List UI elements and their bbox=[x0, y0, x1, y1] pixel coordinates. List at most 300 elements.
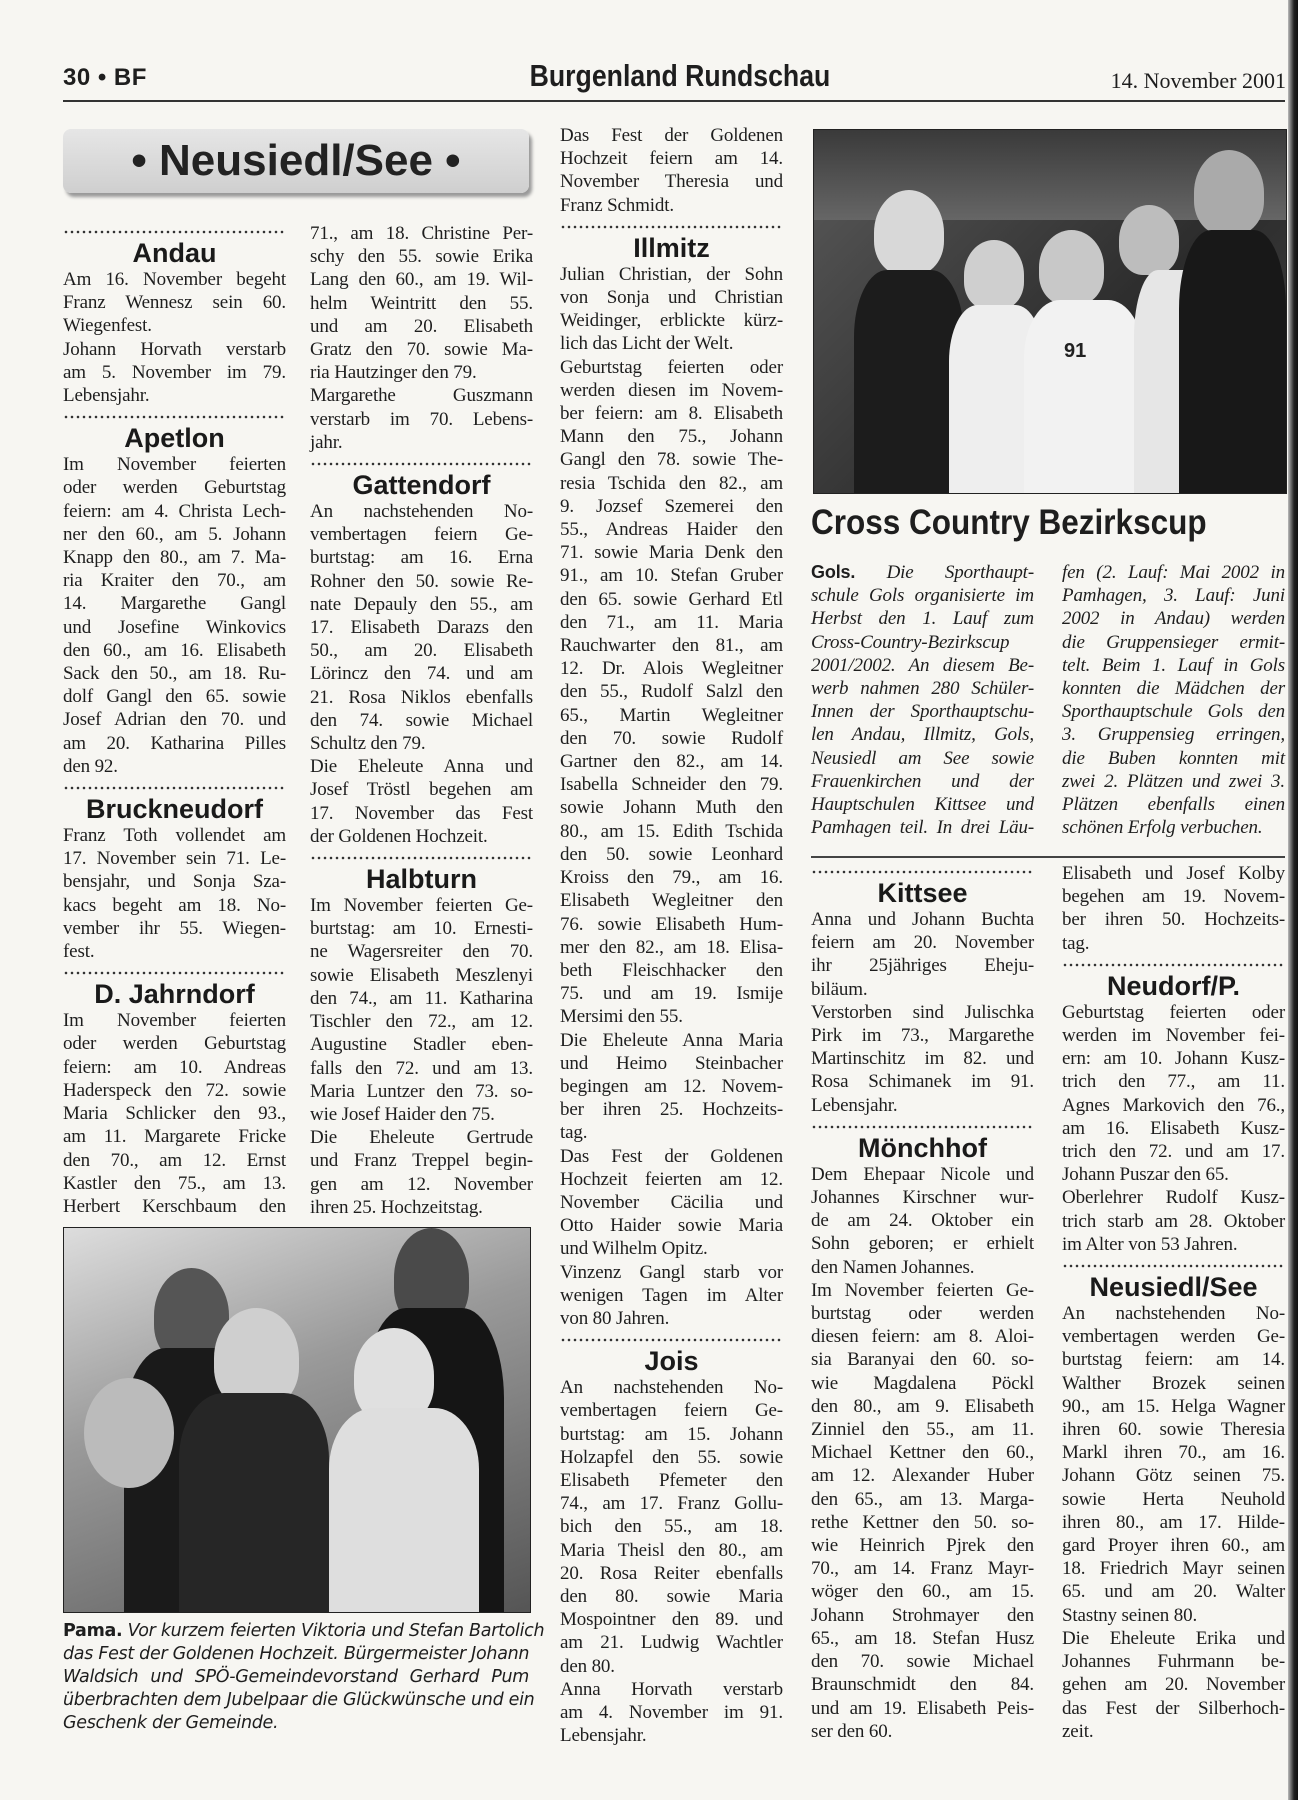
text-line: Oberlehrer Rudolf Kusz- bbox=[1062, 1187, 1285, 1209]
text-line: Verstorben sind Julischka bbox=[811, 1001, 1034, 1023]
article-divider bbox=[811, 856, 1285, 858]
text-line: Tischler den 72., am 12. bbox=[310, 1011, 533, 1033]
text-line: Johannes Fuhrmann be- bbox=[1062, 1651, 1285, 1673]
dotted-divider bbox=[811, 1122, 1034, 1132]
text-line: den 80., am 9. Elisabeth bbox=[811, 1395, 1034, 1417]
dotted-divider bbox=[63, 412, 286, 422]
text-line: Stastny seinen 80. bbox=[1062, 1604, 1198, 1626]
text-line: der Goldenen Hochzeit. bbox=[310, 825, 488, 847]
text-line: und am 20. Elisabeth bbox=[310, 315, 533, 337]
article-line: Plätzen ebenfalls einen bbox=[1062, 794, 1285, 816]
text-line: Augustine Stadler eben- bbox=[310, 1034, 533, 1056]
notice-paragraph bbox=[310, 222, 533, 384]
text-line: Pirk im 73., Margarethe bbox=[811, 1025, 1034, 1047]
article-line: len Andau, Illmitz, Gols, bbox=[811, 724, 1034, 746]
text-line: trich den 72. und am 17. bbox=[1062, 1141, 1285, 1163]
text-line: Das Fest der Goldenen bbox=[560, 125, 783, 146]
article-line: Neusiedl am See sowie bbox=[811, 747, 1034, 769]
dotted-divider bbox=[811, 867, 1034, 877]
text-line: Maria Theisl den 80., am bbox=[560, 1539, 783, 1561]
text-line: und Wilhelm Opitz. bbox=[560, 1238, 708, 1260]
text-line: und Josefine Winkovics bbox=[63, 616, 286, 638]
text-line: sia Baranyai den 60. so- bbox=[811, 1349, 1034, 1371]
text-line: falls den 72. und am 13. bbox=[310, 1057, 533, 1079]
article-line: schönen Erfolg verbuchen. bbox=[1062, 817, 1263, 839]
article-line: Frauenkirchen und der bbox=[811, 770, 1034, 792]
header-divider bbox=[63, 100, 1285, 102]
text-line: Lebensjahr. bbox=[63, 385, 150, 407]
town-heading-kittsee: Kittsee bbox=[877, 878, 968, 908]
text-line: und Heimo Steinbacher bbox=[560, 1052, 783, 1074]
page-number: 30 • BF bbox=[63, 64, 147, 91]
text-line: Rauchwarter den 81., am bbox=[560, 635, 783, 657]
text-line: Knapp den 80., am 7. Ma- bbox=[63, 547, 286, 569]
text-line: Margarethe Guszmann bbox=[310, 385, 533, 407]
text-line: Gratz den 70. sowie Ma- bbox=[310, 339, 533, 361]
text-line: ner den 60., am 5. Johann bbox=[63, 523, 286, 545]
notice-paragraph bbox=[560, 263, 783, 356]
dotted-divider bbox=[63, 968, 286, 978]
text-line: Die Eheleute Anna Maria bbox=[560, 1029, 783, 1051]
article-dateline: Gols. bbox=[811, 562, 856, 582]
dotted-divider bbox=[560, 1335, 783, 1345]
text-line: nate Depauly den 55., am bbox=[310, 593, 533, 615]
notice-paragraph bbox=[811, 1279, 1034, 1743]
text-line: November Cäcilia und bbox=[560, 1191, 783, 1213]
text-line: 65., Martin Wegleitner bbox=[560, 704, 783, 726]
text-line: 18. Friedrich Mayr seinen bbox=[1062, 1558, 1285, 1580]
text-line: 17. Elisabeth Darazs den bbox=[310, 617, 533, 639]
text-line: am 20. Katharina Pilles bbox=[63, 732, 286, 754]
text-line: Herbert Kerschbaum den bbox=[63, 1195, 286, 1217]
town-heading-jois: Jois bbox=[644, 1346, 699, 1377]
text-line: feiern: am 10. Andreas bbox=[63, 1056, 286, 1078]
notice-paragraph bbox=[560, 1261, 783, 1331]
text-line: Haderspeck den 72. sowie bbox=[63, 1079, 286, 1101]
notice-paragraph bbox=[63, 453, 286, 778]
dotted-divider bbox=[63, 227, 286, 237]
race-bib-number: 91 bbox=[1064, 340, 1087, 362]
notice-paragraph bbox=[63, 824, 286, 963]
article-line: 3. Gruppensieg erringen, bbox=[1062, 724, 1285, 746]
notice-paragraph bbox=[310, 894, 533, 1126]
notice-paragraph bbox=[63, 1009, 286, 1218]
text-line: gehen am 20. November bbox=[1062, 1674, 1285, 1696]
article-line: die Gruppensieger ermit- bbox=[1062, 631, 1285, 653]
cross-country-column-2 bbox=[1062, 561, 1285, 839]
text-line: 70., am 14. Franz Mayr- bbox=[811, 1558, 1034, 1580]
text-line: am 21. Ludwig Wachtler bbox=[560, 1632, 783, 1654]
text-line: begehen am 19. Novem- bbox=[1062, 886, 1285, 908]
column-5 bbox=[1062, 862, 1285, 1743]
text-line: am 16. Elisabeth Kusz- bbox=[1062, 1117, 1285, 1139]
text-line: Anna und Johann Buchta bbox=[811, 909, 1034, 930]
text-line: zeit. bbox=[1062, 1720, 1094, 1742]
text-line: tag. bbox=[1062, 932, 1090, 954]
text-line: Sohn geboren; er erhielt bbox=[811, 1233, 1034, 1255]
text-line: Josef Adrian den 70. und bbox=[63, 709, 286, 731]
article-line: Herbst den 1. Lauf zum bbox=[811, 608, 1034, 630]
text-line: gard Proyer ihren 60., am bbox=[1062, 1535, 1285, 1557]
text-line: 65. und am 20. Walter bbox=[1062, 1581, 1285, 1603]
text-line: Johannes Kirschner wur- bbox=[811, 1187, 1034, 1209]
text-line: wenigen Tagen im Alter bbox=[560, 1284, 783, 1306]
text-line: Maria Schlicker den 93., bbox=[63, 1103, 286, 1125]
text-line: und Franz Treppel begin- bbox=[310, 1150, 533, 1172]
town-heading-apetlon: Apetlon bbox=[124, 423, 225, 454]
town-heading-bruckneudorf: Bruckneudorf bbox=[85, 794, 264, 825]
text-line: Weidinger, erblickte kürz- bbox=[560, 310, 783, 332]
caption-line bbox=[63, 1620, 545, 1643]
town-heading-illmitz: Illmitz bbox=[633, 232, 710, 263]
text-line: Am 16. November begeht bbox=[63, 269, 286, 290]
text-line: Markl ihren 70., am 16. bbox=[1062, 1442, 1285, 1464]
text-line: den 60., am 16. Elisabeth bbox=[63, 639, 286, 661]
text-line: schy den 55. sowie Erika bbox=[310, 246, 533, 268]
notice-paragraph bbox=[1062, 862, 1285, 955]
text-line: ihren 80., am 17. Hilde- bbox=[1062, 1511, 1285, 1533]
text-line: am 12. Alexander Huber bbox=[811, 1465, 1034, 1487]
notice-paragraph bbox=[811, 1001, 1034, 1117]
column-1 bbox=[63, 222, 286, 1218]
text-line: oder werden Geburtstag bbox=[63, 1033, 286, 1055]
text-line: 12. Dr. Alois Wegleitner bbox=[560, 658, 783, 680]
notice-paragraph bbox=[560, 1145, 783, 1261]
text-line: den 55., Rudolf Salzl den bbox=[560, 681, 783, 703]
text-line: ria Kraiter den 70., am bbox=[63, 570, 286, 592]
dotted-divider bbox=[310, 459, 533, 469]
notice-paragraph bbox=[560, 1376, 783, 1678]
text-line: Mersimi den 55. bbox=[560, 1006, 683, 1028]
text-line: von Sonja und Christian bbox=[560, 287, 783, 309]
text-line: Julian Christian, der Sohn bbox=[560, 263, 783, 285]
text-line: Rohner den 50. sowie Re- bbox=[310, 570, 533, 592]
text-line: 90., am 15. Helga Wagner bbox=[1062, 1395, 1285, 1417]
article-line: Cross-Country-Bezirkscup bbox=[811, 631, 1010, 653]
caption-line: überbrachten dem Jubelpaar die Glückwünsche und ein bbox=[63, 1690, 535, 1710]
article-line: Innen der Sporthauptschu- bbox=[811, 701, 1034, 723]
golden-wedding-photo bbox=[63, 1227, 531, 1613]
article-line: schule Gols organisierte im bbox=[811, 585, 1034, 607]
text-line: vembertagen feiern Ge- bbox=[310, 524, 533, 546]
scan-binding-edge bbox=[1288, 0, 1298, 1800]
text-line: Im November feierten bbox=[63, 1010, 286, 1032]
text-line: Michael Kettner den 60., bbox=[811, 1442, 1034, 1464]
text-line: Rosa Schimanek im 91. bbox=[811, 1071, 1034, 1093]
text-line: 76. sowie Elisabeth Hum- bbox=[560, 913, 783, 935]
text-line: Kastler den 75., am 13. bbox=[63, 1172, 286, 1194]
column-3 bbox=[560, 124, 783, 1747]
text-line: biläum. bbox=[811, 978, 868, 1000]
article-line: Pamhagen teil. In drei Läu- bbox=[811, 817, 1034, 839]
dotted-divider bbox=[560, 222, 783, 232]
text-line: Geburtstag feierten oder bbox=[1062, 1001, 1285, 1023]
article-line: die Buben konnten mit bbox=[1062, 747, 1285, 769]
text-line: den 70. sowie Michael bbox=[811, 1651, 1034, 1673]
text-line: Hochzeit feierten am 12. bbox=[560, 1168, 783, 1190]
text-line: burtstag: am 10. Ernesti- bbox=[310, 918, 533, 940]
text-line: wie Heinrich Pjrek den bbox=[811, 1535, 1034, 1557]
text-line: kacs begeht am 18. No- bbox=[63, 894, 286, 916]
article-line: Pamhagen, 3. Lauf: Juni bbox=[1062, 585, 1285, 607]
text-line: Gangl den 78. sowie The- bbox=[560, 449, 783, 471]
text-line: burtstag: am 15. Johann bbox=[560, 1423, 783, 1445]
text-line: Lörincz den 74. und am bbox=[310, 663, 533, 685]
text-line: Franz Toth vollendet am bbox=[63, 825, 286, 847]
section-banner: • Neusiedl/See • bbox=[63, 129, 529, 193]
text-line: den 92. bbox=[63, 755, 118, 777]
publication-title: Burgenland Rundschau bbox=[529, 58, 831, 93]
text-line: helm Weintritt den 55. bbox=[310, 292, 533, 314]
text-line: 71. sowie Maria Denk den bbox=[560, 542, 783, 564]
text-line: Das Fest der Goldenen bbox=[560, 1145, 783, 1167]
text-line: im Alter von 53 Jahren. bbox=[1062, 1233, 1238, 1255]
text-line: den 71., am 11. Maria bbox=[560, 611, 783, 633]
text-line: 17. November das Fest bbox=[310, 802, 533, 824]
text-line: Anna Horvath verstarb bbox=[560, 1678, 783, 1700]
dotted-divider bbox=[1062, 960, 1285, 970]
text-line: wie Magdalena Pöckl bbox=[811, 1372, 1034, 1394]
town-heading-andau: Andau bbox=[132, 238, 217, 268]
dotted-divider bbox=[310, 853, 533, 863]
notice-paragraph bbox=[1062, 1627, 1285, 1743]
text-line: Lang den 60., am 19. Wil- bbox=[310, 269, 533, 291]
text-line: den 80. sowie Maria bbox=[560, 1585, 783, 1607]
text-line: Lebensjahr. bbox=[560, 1725, 647, 1747]
caption-line: das Fest der Goldenen Hochzeit. Bürgermeister Johann bbox=[63, 1644, 530, 1664]
town-heading-neudorf-p: Neudorf/P. bbox=[1106, 970, 1241, 1001]
notice-paragraph bbox=[560, 356, 783, 1029]
text-line: den 74. sowie Michael bbox=[310, 709, 533, 731]
caption-dateline: Pama. bbox=[63, 1621, 123, 1641]
text-line: Holzapfel den 55. sowie bbox=[560, 1446, 783, 1468]
text-line: burtstag feiern: am 14. bbox=[1062, 1349, 1285, 1371]
text-line: November Theresia und bbox=[560, 171, 783, 193]
text-line: Martinschitz im 82. und bbox=[811, 1048, 1034, 1070]
text-line: den 70., am 12. Ernst bbox=[63, 1149, 286, 1171]
caption-line-text: Vor kurzem feierten Viktoria und Stefan Bartolich bbox=[127, 1621, 545, 1641]
notice-paragraph bbox=[560, 1029, 783, 1145]
text-line: Johann Horvath verstarb bbox=[63, 338, 286, 360]
text-line: und am 19. Elisabeth Peis- bbox=[811, 1697, 1034, 1719]
notice-paragraph bbox=[1062, 1302, 1285, 1627]
article-line: Hauptschulen Kittsee und bbox=[811, 794, 1034, 816]
article-line: Sporthauptschule Gols den bbox=[1062, 701, 1285, 723]
text-line: 74., am 17. Franz Gollu- bbox=[560, 1493, 783, 1515]
text-line: Hochzeit feiern am 14. bbox=[560, 148, 783, 170]
text-line: bich den 55., am 18. bbox=[560, 1516, 783, 1538]
text-line: Agnes Markovich den 76., bbox=[1062, 1094, 1285, 1116]
text-line: Geburtstag feierten oder bbox=[560, 356, 783, 378]
notice-paragraph bbox=[63, 338, 286, 408]
article-line: 2002 in Andau) werden bbox=[1062, 608, 1285, 630]
text-line: Dem Ehepaar Nicole und bbox=[811, 1163, 1034, 1185]
text-line: vember ihr 55. Wiegen- bbox=[63, 917, 286, 939]
text-line: begingen am 12. Novem- bbox=[560, 1075, 783, 1097]
text-line: das Fest der Silberhoch- bbox=[1062, 1697, 1285, 1719]
text-line: Lebensjahr. bbox=[811, 1094, 898, 1116]
text-line: 21. Rosa Niklos ebenfalls bbox=[310, 686, 533, 708]
text-line: sowie Herta Neuhold bbox=[1062, 1488, 1285, 1510]
text-line: Im November feierten Ge- bbox=[811, 1279, 1034, 1301]
text-line: wöger den 60., am 15. bbox=[811, 1581, 1034, 1603]
text-line: 65., am 18. Stefan Husz bbox=[811, 1627, 1034, 1649]
text-line: vembertagen werden Ge- bbox=[1062, 1326, 1285, 1348]
text-line: Johann Puszar den 65. bbox=[1062, 1164, 1229, 1186]
text-line: am 4. November im 91. bbox=[560, 1702, 783, 1723]
town-heading-d-jahrndorf: D. Jahrndorf bbox=[94, 979, 255, 1010]
town-heading-gattendorf: Gattendorf bbox=[352, 470, 491, 501]
text-line: 9. Jozsef Szemerei den bbox=[560, 495, 783, 517]
text-line: Die Eheleute Gertrude bbox=[310, 1127, 533, 1149]
dotted-divider bbox=[63, 783, 286, 793]
text-line: feiern am 20. November bbox=[811, 932, 1034, 954]
text-line: resia Tschida den 82., am bbox=[560, 472, 783, 494]
text-line: Braunschmidt den 84. bbox=[811, 1674, 1034, 1696]
text-line: ber feiern: am 8. Elisabeth bbox=[560, 403, 783, 425]
town-heading-neusiedl-see: Neusiedl/See bbox=[1089, 1272, 1258, 1303]
text-line: den 80. bbox=[560, 1655, 615, 1677]
notice-paragraph bbox=[310, 500, 533, 755]
notice-paragraph bbox=[310, 755, 533, 848]
text-line: 80., am 15. Edith Tschida bbox=[560, 820, 783, 842]
article-line: zwei 2. Plätzen und zwei 3. bbox=[1062, 770, 1285, 792]
text-line: 17. November sein 71. Le- bbox=[63, 848, 286, 870]
text-line: ne Wagersreiter den 70. bbox=[310, 941, 533, 963]
text-line: Franz Schmidt. bbox=[560, 194, 674, 216]
text-line: Josef Tröstl begehen am bbox=[310, 779, 533, 801]
text-line: den 70. sowie Rudolf bbox=[560, 727, 783, 749]
text-line: burtstag oder werden bbox=[811, 1303, 1034, 1325]
cross-country-photo bbox=[813, 129, 1287, 494]
notice-paragraph bbox=[63, 268, 286, 338]
article-line: werb nahmen 280 Schüler- bbox=[811, 678, 1034, 700]
text-line: ber ihren 50. Hochzeits- bbox=[1062, 909, 1285, 931]
text-line: werden diesen im Novem- bbox=[560, 379, 783, 401]
text-line: Im November feierten bbox=[63, 454, 286, 476]
text-line: An nachstehenden No- bbox=[310, 501, 533, 523]
text-line: den 50. sowie Leonhard bbox=[560, 843, 783, 865]
text-line: Johann Götz seinen 75. bbox=[1062, 1465, 1285, 1487]
column-4 bbox=[811, 862, 1034, 1743]
cross-country-headline: Cross Country Bezirkscup bbox=[811, 503, 1207, 542]
text-line: ber ihren 25. Hochzeits- bbox=[560, 1099, 783, 1121]
text-line: dolf Gangl den 65. sowie bbox=[63, 686, 286, 708]
text-line: Otto Haider sowie Maria bbox=[560, 1215, 783, 1237]
article-line-text: Die Sporthaupt- bbox=[886, 562, 1034, 583]
text-line: Maria Luntzer den 73. so- bbox=[310, 1080, 533, 1102]
issue-date: 14. November 2001 bbox=[1110, 68, 1286, 93]
caption-line: Waldsich und SPÖ-Gemeindevorstand Gerhard Pum bbox=[63, 1667, 529, 1687]
text-line: Isabella Schneider den 79. bbox=[560, 774, 783, 796]
text-line: bensjahr, und Sonja Sza- bbox=[63, 871, 286, 893]
notice-paragraph bbox=[560, 1678, 783, 1748]
article-line bbox=[811, 561, 1034, 584]
text-line: Kroiss den 79., am 16. bbox=[560, 867, 783, 889]
text-line: ihren 25. Hochzeitstag. bbox=[310, 1196, 483, 1218]
text-line: An nachstehenden No- bbox=[1062, 1303, 1285, 1325]
text-line: den 74., am 11. Katharina bbox=[310, 987, 533, 1009]
text-line: ihren 60. sowie Theresia bbox=[1062, 1419, 1285, 1441]
text-line: Walther Brozek seinen bbox=[1062, 1372, 1285, 1394]
text-line: vembertagen feiern Ge- bbox=[560, 1400, 783, 1422]
text-line: sowie Johann Muth den bbox=[560, 797, 783, 819]
text-line: Im November feierten Ge- bbox=[310, 895, 533, 917]
text-line: 50., am 20. Elisabeth bbox=[310, 640, 533, 662]
notice-paragraph bbox=[310, 1126, 533, 1219]
caption-line: Geschenk der Gemeinde. bbox=[63, 1713, 279, 1733]
text-line: Mann den 75., Johann bbox=[560, 426, 783, 448]
text-line: mer den 82., am 18. Elisa- bbox=[560, 936, 783, 958]
text-line: 14. Margarethe Gangl bbox=[63, 593, 286, 615]
text-line: An nachstehenden No- bbox=[560, 1377, 783, 1399]
notice-paragraph bbox=[310, 384, 533, 454]
text-line: ser den 60. bbox=[811, 1720, 893, 1742]
text-line: wie Josef Haider den 75. bbox=[310, 1103, 495, 1125]
text-line: feiern: am 4. Christa Lech- bbox=[63, 500, 286, 522]
notice-paragraph bbox=[1062, 1186, 1285, 1256]
text-line: 91., am 10. Stefan Gruber bbox=[560, 565, 783, 587]
text-line: fest. bbox=[63, 941, 95, 963]
text-line: Gartner den 82., am 14. bbox=[560, 751, 783, 773]
article-line: 2001/2002. An diesem Be- bbox=[811, 654, 1034, 676]
photo-caption bbox=[63, 1620, 545, 1735]
text-line: am 11. Margarete Fricke bbox=[63, 1126, 286, 1148]
text-line: ria Hautzinger den 79. bbox=[310, 362, 477, 384]
text-line: Mospointner den 89. und bbox=[560, 1609, 783, 1631]
text-line: trich starb am 28. Oktober bbox=[1062, 1210, 1285, 1232]
text-line: Franz Wennesz sein 60. bbox=[63, 292, 286, 314]
notice-paragraph bbox=[560, 124, 783, 217]
text-line: lich das Licht der Welt. bbox=[560, 333, 734, 355]
text-line: sowie Elisabeth Meszlenyi bbox=[310, 964, 533, 986]
text-line: werden im November fei- bbox=[1062, 1025, 1285, 1047]
text-line: trich den 77., am 11. bbox=[1062, 1071, 1285, 1093]
town-heading-halbturn: Halbturn bbox=[366, 864, 477, 895]
text-line: Die Eheleute Anna und bbox=[310, 756, 533, 778]
text-line: oder werden Geburtstag bbox=[63, 477, 286, 499]
text-line: Elisabeth und Josef Kolby bbox=[1062, 863, 1285, 884]
text-line: Elisabeth Wegleitner den bbox=[560, 890, 783, 912]
text-line: Elisabeth Pfemeter den bbox=[560, 1469, 783, 1491]
text-line: Sack den 50., am 18. Ru- bbox=[63, 663, 286, 685]
text-line: ihr 25jähriges Eheju- bbox=[811, 955, 1034, 977]
dotted-divider bbox=[1062, 1261, 1285, 1271]
text-line: von 80 Jahren. bbox=[560, 1307, 670, 1329]
text-line: Schultz den 79. bbox=[310, 733, 426, 755]
text-line: diesen feiern: am 8. Aloi- bbox=[811, 1326, 1034, 1348]
text-line: den 65. sowie Gerhard Etl bbox=[560, 588, 783, 610]
text-line: Die Eheleute Erika und bbox=[1062, 1627, 1285, 1649]
text-line: gen am 12. November bbox=[310, 1173, 533, 1195]
text-line: den Namen Johannes. bbox=[811, 1256, 975, 1278]
text-line: Wiegenfest. bbox=[63, 315, 152, 337]
text-line: am 5. November im 79. bbox=[63, 361, 286, 383]
text-line: burtstag: am 16. Erna bbox=[310, 547, 533, 569]
text-line: Zinniel den 55., am 11. bbox=[811, 1419, 1034, 1441]
cross-country-column-1 bbox=[811, 561, 1034, 839]
text-line: 55., Andreas Haider den bbox=[560, 519, 783, 541]
notice-paragraph bbox=[811, 1163, 1034, 1279]
notice-paragraph bbox=[811, 908, 1034, 1001]
text-line: beth Fleischhacker den bbox=[560, 959, 783, 981]
column-2 bbox=[310, 222, 533, 1219]
text-line: rethe Kettner den 50. so- bbox=[811, 1511, 1034, 1533]
text-line: tag. bbox=[560, 1122, 588, 1144]
text-line: 75. und am 19. Ismije bbox=[560, 983, 783, 1005]
article-line: fen (2. Lauf: Mai 2002 in bbox=[1062, 562, 1285, 583]
article-line: konnten die Mädchen der bbox=[1062, 678, 1285, 700]
